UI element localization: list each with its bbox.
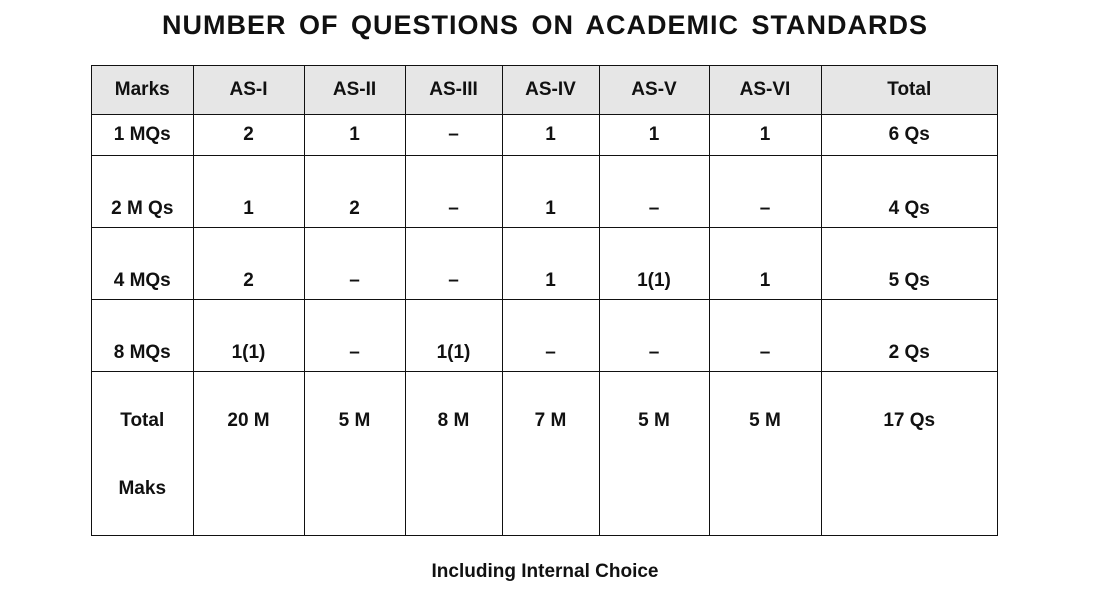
- total-cell: 20 M: [193, 371, 304, 535]
- header-as-v: AS-V: [599, 66, 709, 114]
- table-cell: 1: [502, 227, 599, 299]
- table-cell: 1(1): [193, 299, 304, 371]
- maks-label: Maks: [118, 477, 167, 499]
- table-cell: –: [709, 299, 821, 371]
- total-cell: 8 M: [405, 371, 502, 535]
- grand-total-cell: 17 Qs: [821, 371, 997, 535]
- page-title: NUMBER OF QUESTIONS ON ACADEMIC STANDARDS: [161, 10, 928, 40]
- header-as-ii: AS-II: [304, 66, 405, 114]
- table-cell: 1: [709, 114, 821, 155]
- table-cell: 1(1): [405, 299, 502, 371]
- row-label: 1 MQs: [92, 114, 193, 155]
- table-cell: 1: [502, 155, 599, 227]
- row-total: 2 Qs: [821, 299, 997, 371]
- table-cell: 2: [193, 114, 304, 155]
- table-row: [92, 155, 997, 227]
- table-cell: 2: [304, 155, 405, 227]
- header-marks: Marks: [92, 66, 193, 114]
- table-cell: –: [405, 227, 502, 299]
- total-row: [92, 371, 997, 535]
- header-as-iii: AS-III: [405, 66, 502, 114]
- table-cell: 1: [502, 114, 599, 155]
- total-cell: 5 M: [304, 371, 405, 535]
- header-row: [92, 66, 997, 114]
- table-cell: –: [405, 114, 502, 155]
- table-cell: –: [599, 155, 709, 227]
- table-cell: –: [709, 155, 821, 227]
- table-cell: 1: [599, 114, 709, 155]
- total-cell: 5 M: [709, 371, 821, 535]
- header-as-iv: AS-IV: [502, 66, 599, 114]
- header-total: Total: [821, 66, 997, 114]
- table-cell: –: [405, 155, 502, 227]
- table-cell: –: [304, 299, 405, 371]
- row-label: 8 MQs: [92, 299, 193, 371]
- table-cell: –: [304, 227, 405, 299]
- total-row-label: [92, 371, 193, 535]
- total-cell: 7 M: [502, 371, 599, 535]
- table-cell: –: [599, 299, 709, 371]
- header-as-vi: AS-VI: [709, 66, 821, 114]
- header-as-i: AS-I: [193, 66, 304, 114]
- table-row: [92, 227, 997, 299]
- table-cell: 1(1): [599, 227, 709, 299]
- total-cell: 5 M: [599, 371, 709, 535]
- table-cell: 1: [304, 114, 405, 155]
- total-label: Total: [120, 409, 165, 431]
- table-cell: 1: [709, 227, 821, 299]
- row-total: 6 Qs: [821, 114, 997, 155]
- table-cell: 1: [193, 155, 304, 227]
- row-total: 4 Qs: [821, 155, 997, 227]
- table-cell: –: [502, 299, 599, 371]
- row-label: 2 M Qs: [92, 155, 193, 227]
- table-row: [92, 114, 997, 155]
- row-total: 5 Qs: [821, 227, 997, 299]
- academic-standards-table: [92, 66, 997, 535]
- table-cell: 2: [193, 227, 304, 299]
- footnote: Including Internal Choice: [431, 561, 659, 582]
- table-row: [92, 299, 997, 371]
- row-label: 4 MQs: [92, 227, 193, 299]
- standards-table-container: [91, 65, 998, 536]
